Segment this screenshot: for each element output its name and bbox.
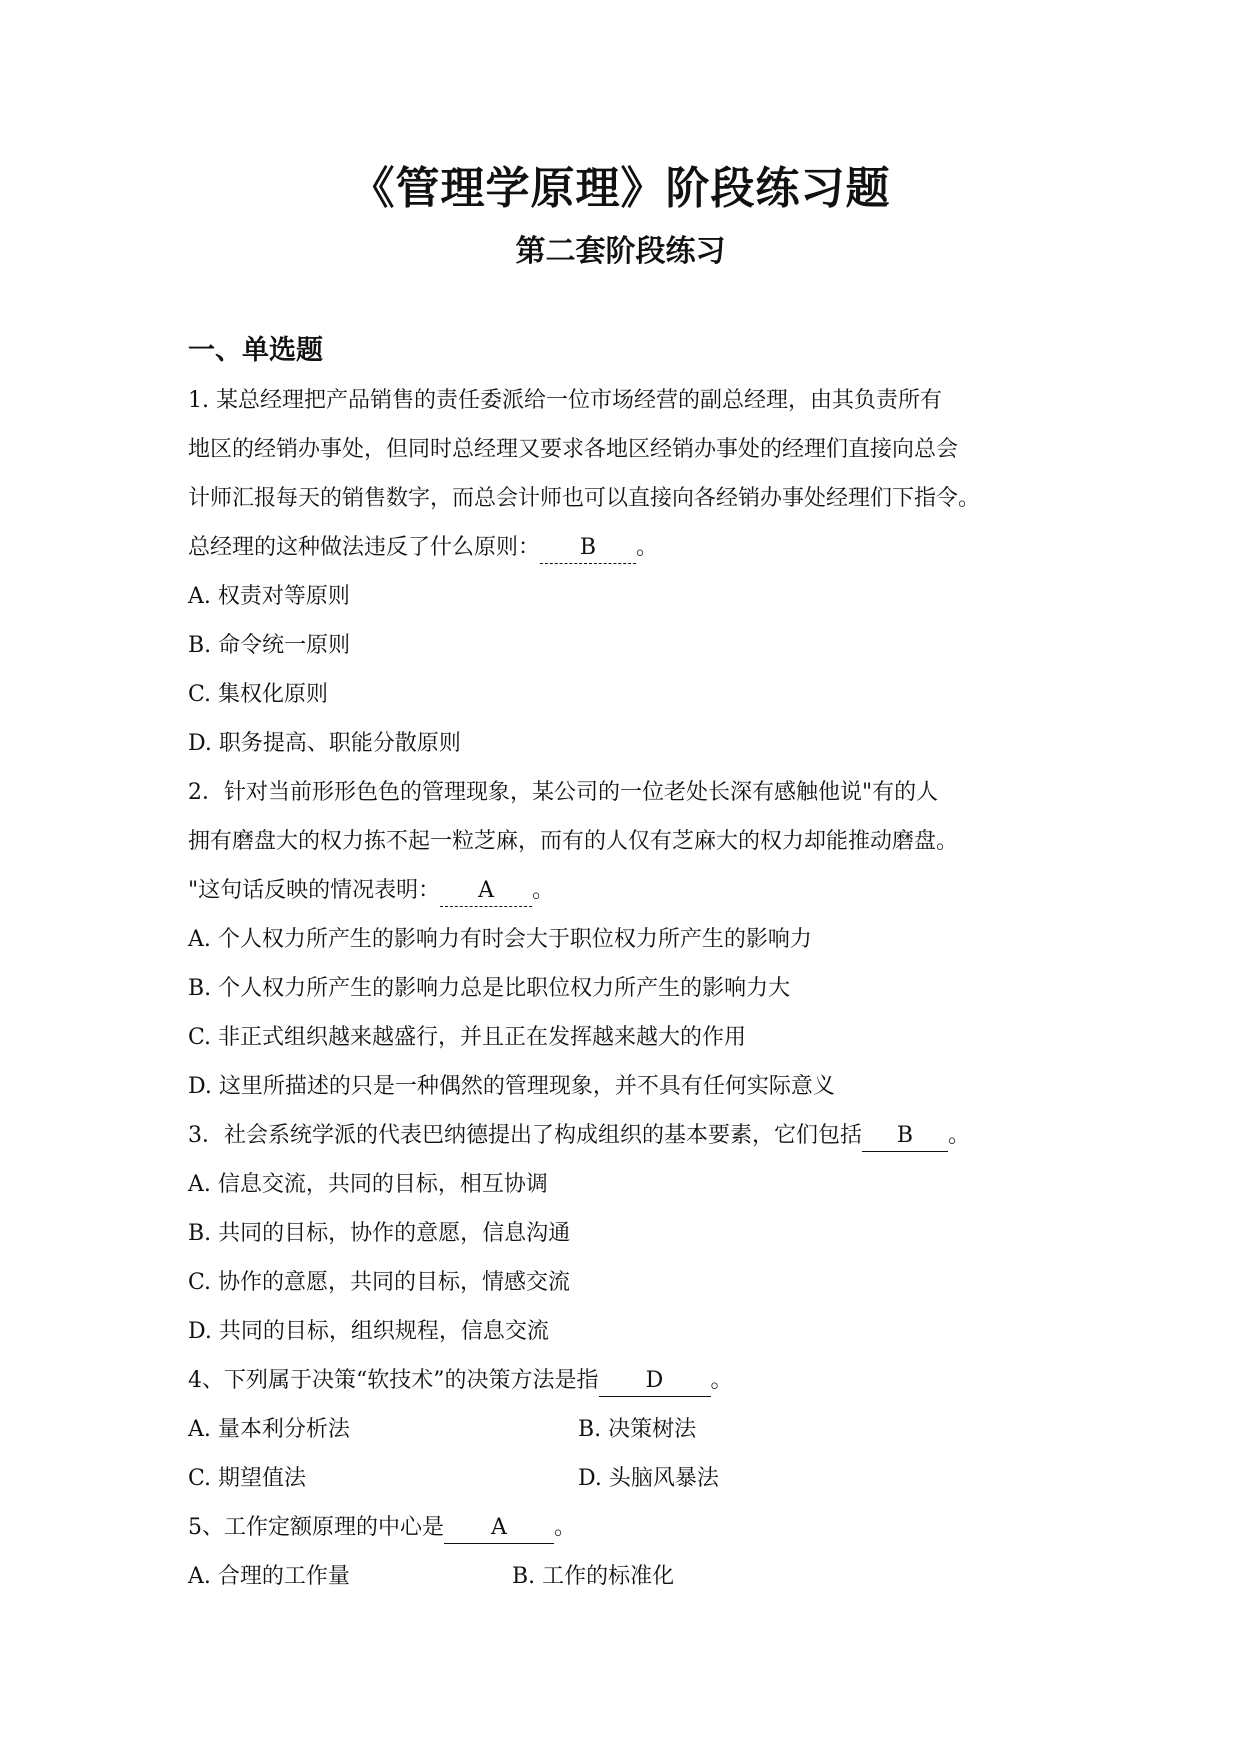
question-1-stem-end: 总经理的这种做法违反了什么原则： xyxy=(188,535,541,560)
question-5-answer-blank: A xyxy=(444,1513,554,1544)
question-4-option-b: B. 决策树法 xyxy=(578,1417,697,1442)
question-3-option-b: B. 共同的目标，协作的意愿，信息沟通 xyxy=(188,1221,571,1246)
question-3-option-d: D. 共同的目标，组织规程，信息交流 xyxy=(188,1319,549,1344)
question-2-line-2: 拥有磨盘大的权力拣不起一粒芝麻，而有的人仅有芝麻大的权力却能推动磨盘。 xyxy=(188,829,959,854)
question-4-option-d: D. 头脑风暴法 xyxy=(578,1466,719,1491)
question-4-options-row-1 xyxy=(188,1405,1068,1454)
question-2-stem-end: "这句话反映的情况表明： xyxy=(188,878,441,903)
question-5-line-1 xyxy=(188,1503,1068,1552)
question-2-line-3 xyxy=(188,866,1068,915)
question-3-option-c: C. 协作的意愿，共同的目标，情感交流 xyxy=(188,1270,571,1295)
question-2-period: 。 xyxy=(532,878,555,903)
question-5-option-a: A. 合理的工作量 xyxy=(188,1564,350,1589)
section-heading: 一、单选题 xyxy=(188,335,323,366)
question-4-option-c: C. 期望值法 xyxy=(188,1466,307,1491)
question-1-option-b: B. 命令统一原则 xyxy=(188,633,351,658)
question-4-period: 。 xyxy=(710,1368,733,1393)
question-2-line-1: 2．针对当前形形色色的管理现象，某公司的一位老处长深有感触他说"有的人 xyxy=(188,780,939,805)
question-list xyxy=(188,376,1068,1601)
question-1-period: 。 xyxy=(636,535,659,560)
question-1-line-1: 1. 某总经理把产品销售的责任委派给一位市场经营的副总经理，由其负责所有 xyxy=(188,388,942,413)
question-5-options-row xyxy=(188,1552,1068,1601)
question-3-line-1 xyxy=(188,1111,1068,1160)
question-2-option-b: B. 个人权力所产生的影响力总是比职位权力所产生的影响力大 xyxy=(188,976,791,1001)
question-4-options-row-2 xyxy=(188,1454,1068,1503)
question-5-period: 。 xyxy=(554,1515,577,1540)
question-2-option-a: A. 个人权力所产生的影响力有时会大于职位权力所产生的影响力 xyxy=(188,927,812,952)
question-3-option-a: A. 信息交流，共同的目标，相互协调 xyxy=(188,1172,548,1197)
question-1-line-4 xyxy=(188,523,1068,572)
question-1-line-2: 地区的经销办事处，但同时总经理又要求各地区经销办事处的经理们直接向总会 xyxy=(188,437,959,462)
question-2-answer-blank: A xyxy=(440,876,532,907)
document-title: 《管理学原理》阶段练习题 xyxy=(350,163,891,214)
question-1-answer-blank: B xyxy=(540,533,636,564)
question-1-option-c: C. 集权化原则 xyxy=(188,682,329,707)
question-3-stem: 3．社会系统学派的代表巴纳德提出了构成组织的基本要素，它们包括 xyxy=(188,1123,862,1148)
question-2-option-d: D. 这里所描述的只是一种偶然的管理现象，并不具有任何实际意义 xyxy=(188,1074,835,1099)
question-4-stem: 4、下列属于决策“软技术”的决策方法是指 xyxy=(188,1368,599,1393)
question-3-answer-blank: B xyxy=(862,1121,948,1152)
question-1-option-a: A. 权责对等原则 xyxy=(188,584,350,609)
document-subtitle: 第二套阶段练习 xyxy=(515,234,726,269)
question-1-option-d: D. 职务提高、职能分散原则 xyxy=(188,731,461,756)
question-5-stem: 5、工作定额原理的中心是 xyxy=(188,1515,444,1540)
question-4-line-1 xyxy=(188,1356,1068,1405)
question-5-option-b: B. 工作的标准化 xyxy=(512,1564,675,1589)
question-1-line-3: 计师汇报每天的销售数字，而总会计师也可以直接向各经销办事处经理们下指令。 xyxy=(188,486,981,511)
question-4-option-a: A. 量本利分析法 xyxy=(188,1417,350,1442)
question-3-period: 。 xyxy=(948,1123,971,1148)
question-4-answer-blank: D xyxy=(599,1366,711,1397)
question-2-option-c: C. 非正式组织越来越盛行，并且正在发挥越来越大的作用 xyxy=(188,1025,747,1050)
